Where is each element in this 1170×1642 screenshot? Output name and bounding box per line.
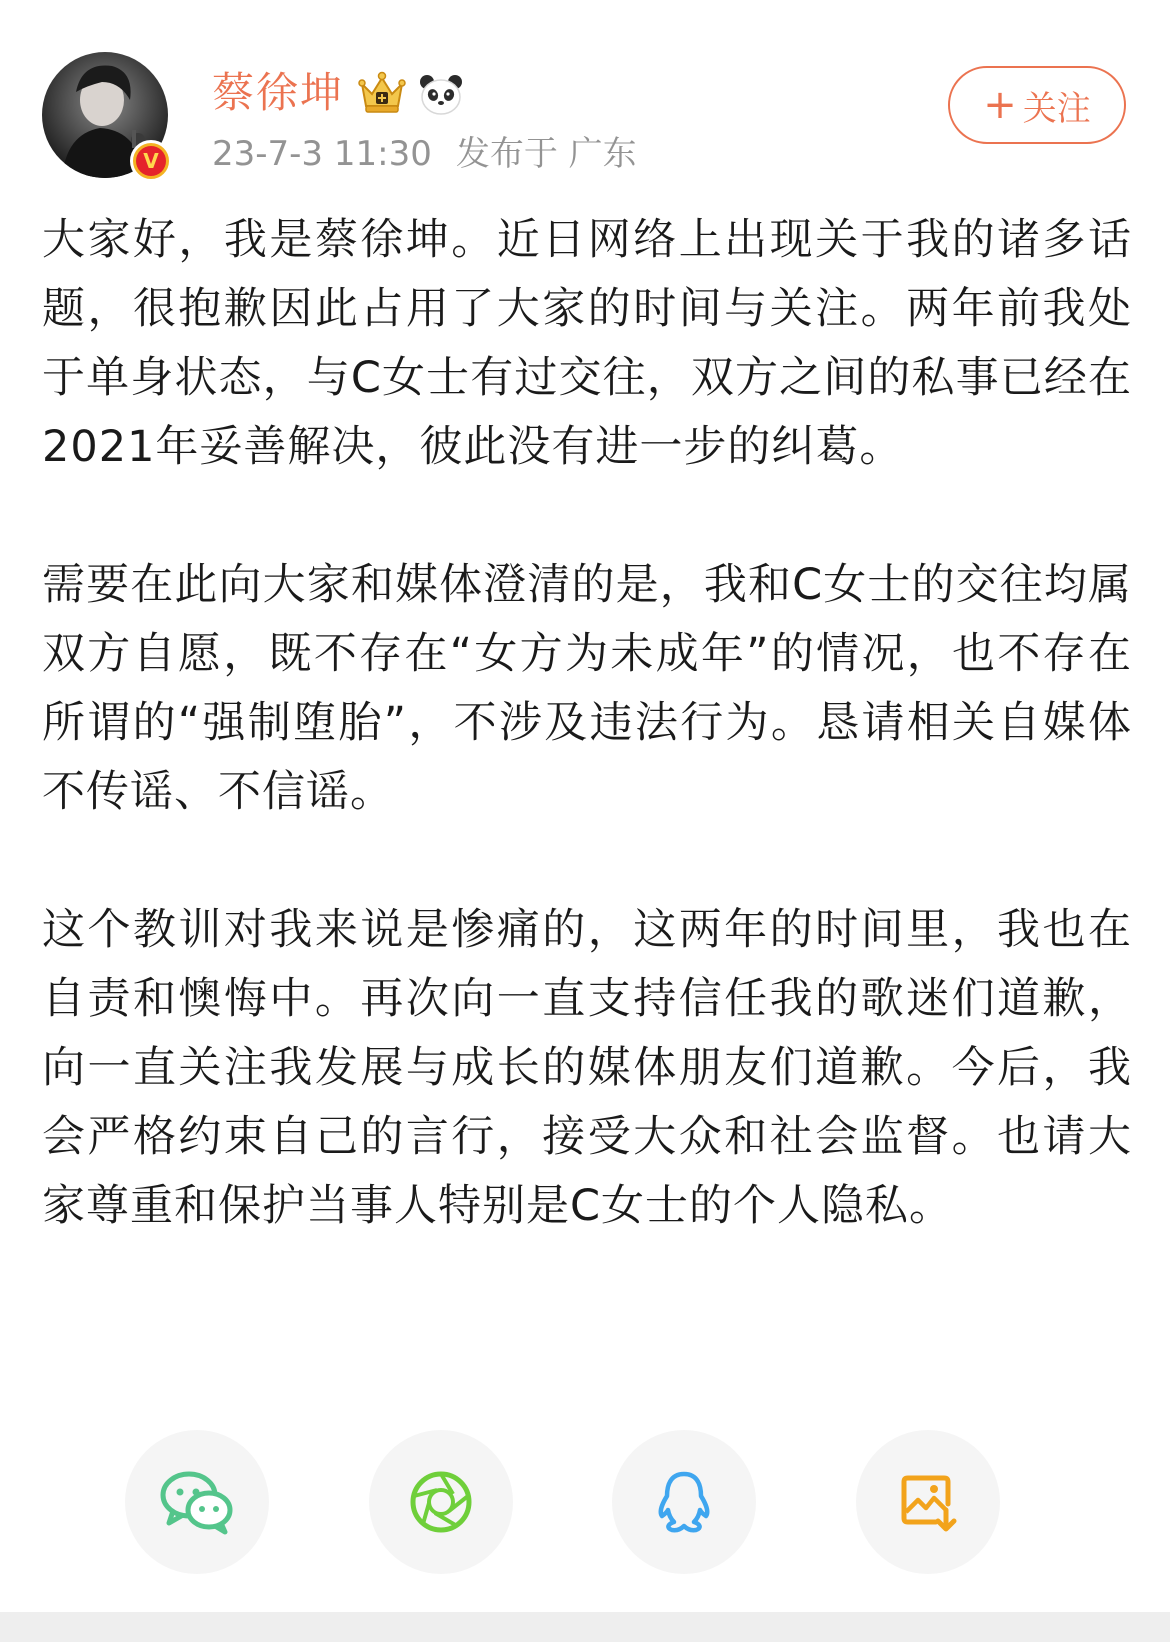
post-meta [212, 132, 637, 176]
share-bar [0, 1430, 1170, 1580]
crown-icon [356, 70, 408, 116]
panda-icon [418, 72, 464, 116]
plus-icon: + [983, 82, 1017, 128]
bottom-divider [0, 1612, 1170, 1642]
post-timestamp: 23-7-3 11:30 [212, 134, 432, 174]
qq-icon [654, 1468, 714, 1536]
follow-button-label: 关注 [1022, 88, 1091, 129]
share-qq-button[interactable] [612, 1430, 756, 1574]
post-header [0, 0, 1170, 190]
share-moments-button[interactable] [369, 1430, 513, 1574]
save-image-icon [896, 1470, 960, 1534]
save-image-button[interactable] [856, 1430, 1000, 1574]
moments-icon [407, 1468, 475, 1536]
post-body [42, 206, 1132, 1310]
follow-button[interactable] [948, 66, 1126, 144]
post-paragraph: 需要在此向大家和媒体澄清的是，我和C女士的交往均属双方自愿，既不存在“女方为未成年”的情况，也不存在所谓的“强制堕胎”，不涉及违法行为。恳请相关自媒体不传谣、不信谣。 [42, 560, 1132, 817]
post-paragraph: 大家好，我是蔡徐坤。近日网络上出现关于我的诸多话题，很抱歉因此占用了大家的时间与关注。两年前我处于单身状态，与C女士有过交往，双方之间的私事已经在2021年妥善解决，彼此没有进一步的纠葛。 [42, 215, 1132, 472]
wechat-icon [159, 1469, 235, 1535]
share-wechat-button[interactable] [125, 1430, 269, 1574]
post-location: 发布于 广东 [455, 134, 637, 174]
user-name[interactable]: 蔡徐坤 [212, 68, 345, 117]
verified-badge-glyph: V [136, 146, 166, 176]
post-paragraph: 这个教训对我来说是惨痛的，这两年的时间里，我也在自责和懊悔中。再次向一直支持信任我的歌迷们道歉，向一直关注我发展与成长的媒体朋友们道歉。今后，我会严格约束自己的言行，接受大众和社会监督。也请大家尊重和保护当事人特别是C女士的个人隐私。 [42, 905, 1132, 1231]
avatar[interactable] [42, 52, 168, 178]
verified-badge-icon [130, 140, 172, 182]
